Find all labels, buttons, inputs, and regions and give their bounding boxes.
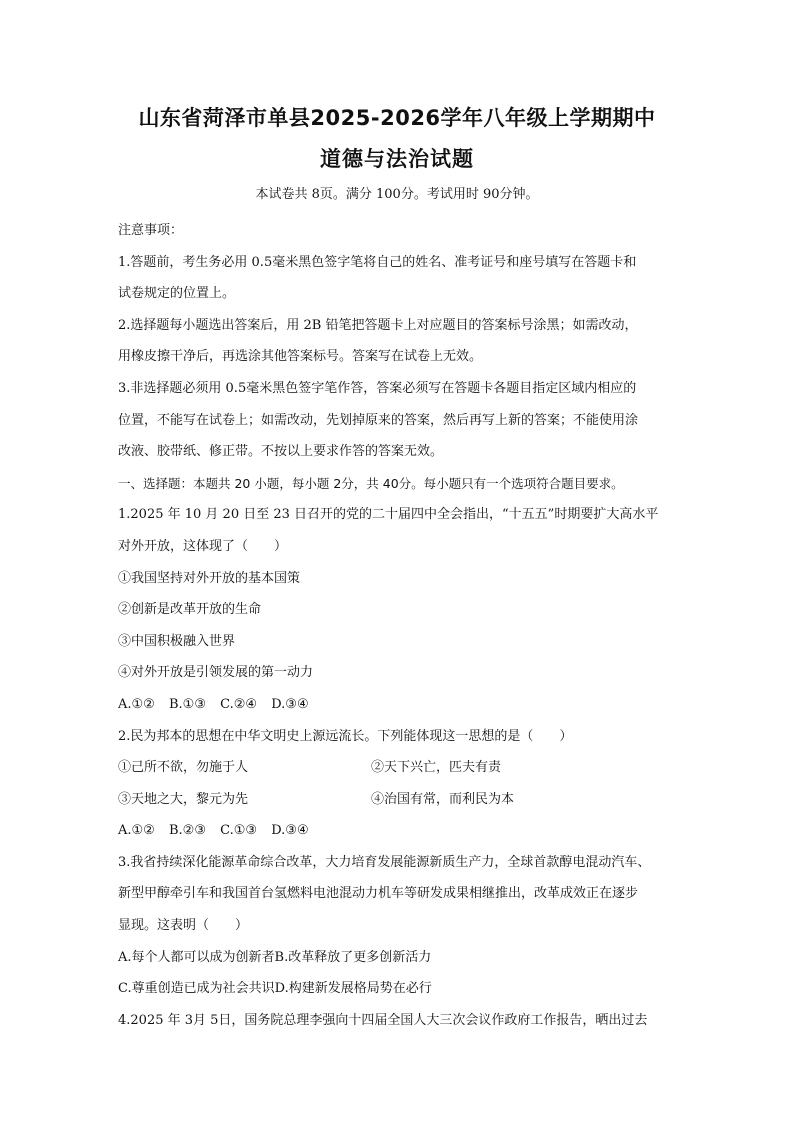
exam-body <box>118 215 684 1036</box>
option-b: B.①③ <box>168 696 206 712</box>
question-1-item: ②创新是改革开放的生命 <box>118 602 262 618</box>
option-d: D.③④ <box>271 823 309 839</box>
question-1-stem: 对外开放，这体现了（ ） <box>118 538 288 554</box>
note-line: 3.非选择题必须用 0.5毫米黑色签字笔作答，答案必须写在答题卡各题目指定区域内相应的 <box>118 380 637 396</box>
note-line: 2.选择题每小题选出答案后，用 2B 铅笔把答题卡上对应题目的答案标号涂黑；如需改动， <box>118 317 638 333</box>
option-b: B.②③ <box>168 823 206 839</box>
question-2-stem: 2.民为邦本的思想在中华文明史上源远流长。下列能体现这一思想的是（ ） <box>118 728 573 744</box>
note-line: 用橡皮擦干净后，再选涂其他答案标号。答案写在试卷上无效。 <box>118 349 483 365</box>
question-3-options: A.每个人都可以成为创新者B.改革释放了更多创新活力 <box>118 949 432 965</box>
question-3-stem: 3.我省持续深化能源革命综合改革，大力培育发展能源新质生产力，全球首款醇电混动汽车、 <box>118 854 651 870</box>
question-2-items-row <box>118 752 684 784</box>
question-1-item: ④对外开放是引领发展的第一动力 <box>118 665 314 681</box>
question-1-item: ①我国坚持对外开放的基本国策 <box>118 570 301 586</box>
question-3-options: C.尊重创造已成为社会共识D.构建新发展格局势在必行 <box>118 981 432 997</box>
question-1-options <box>118 689 684 721</box>
question-2-options <box>118 815 684 847</box>
exam-info: 本试卷共 8页。满分 100分。考试用时 90分钟。 <box>255 187 539 202</box>
exam-title: 山东省菏泽市单县2025-2026学年八年级上学期期中 <box>138 106 656 130</box>
question-2-item: ④治国有常，而利民为本 <box>371 791 515 807</box>
exam-subject: 道德与法治试题 <box>320 147 474 171</box>
question-3-stem: 新型甲醇牵引车和我国首台氢燃料电池混动力机车等研发成果相继推出，改革成效正在逐步 <box>118 886 639 902</box>
section-heading: 一、选择题：本题共 20 小题，每小题 2分，共 40分。每小题只有一个选项符合题目要求。 <box>118 475 624 491</box>
question-2-items-row <box>118 784 684 816</box>
option-d: D.③④ <box>271 696 309 712</box>
question-2-item: ①己所不欲，勿施于人 <box>118 760 249 776</box>
question-2-item: ②天下兴亡，匹夫有责 <box>371 760 502 776</box>
question-1-stem: 1.2025 年 10 月 20 日至 23 日召开的党的二十届四中全会指出，“十五五”时期要扩大高水平 <box>118 507 659 523</box>
question-2-item: ③天地之大，黎元为先 <box>118 791 249 807</box>
option-a: A.①② <box>118 823 155 839</box>
note-line: 改液、胶带纸、修正带。不按以上要求作答的答案无效。 <box>118 444 444 460</box>
option-a: A.①② <box>118 696 155 712</box>
question-3-stem: 显现。这表明（ ） <box>118 918 249 934</box>
note-line: 试卷规定的位置上。 <box>118 286 236 302</box>
question-4-stem: 4.2025 年 3月 5日，国务院总理李强向十四届全国人大三次会议作政府工作报告，晒出过去 <box>118 1012 648 1028</box>
question-1-item: ③中国积极融入世界 <box>118 633 236 649</box>
note-line: 1.答题前，考生务必用 0.5毫米黑色签字笔将自己的姓名、准考证号和座号填写在答题卡和 <box>118 254 637 270</box>
option-c: C.①③ <box>220 823 258 839</box>
option-c: C.②④ <box>220 696 258 712</box>
notes-heading: 注意事项： <box>118 223 184 238</box>
note-line: 位置，不能写在试卷上；如需改动，先划掉原来的答案，然后再写上新的答案；不能使用涂 <box>118 412 639 428</box>
